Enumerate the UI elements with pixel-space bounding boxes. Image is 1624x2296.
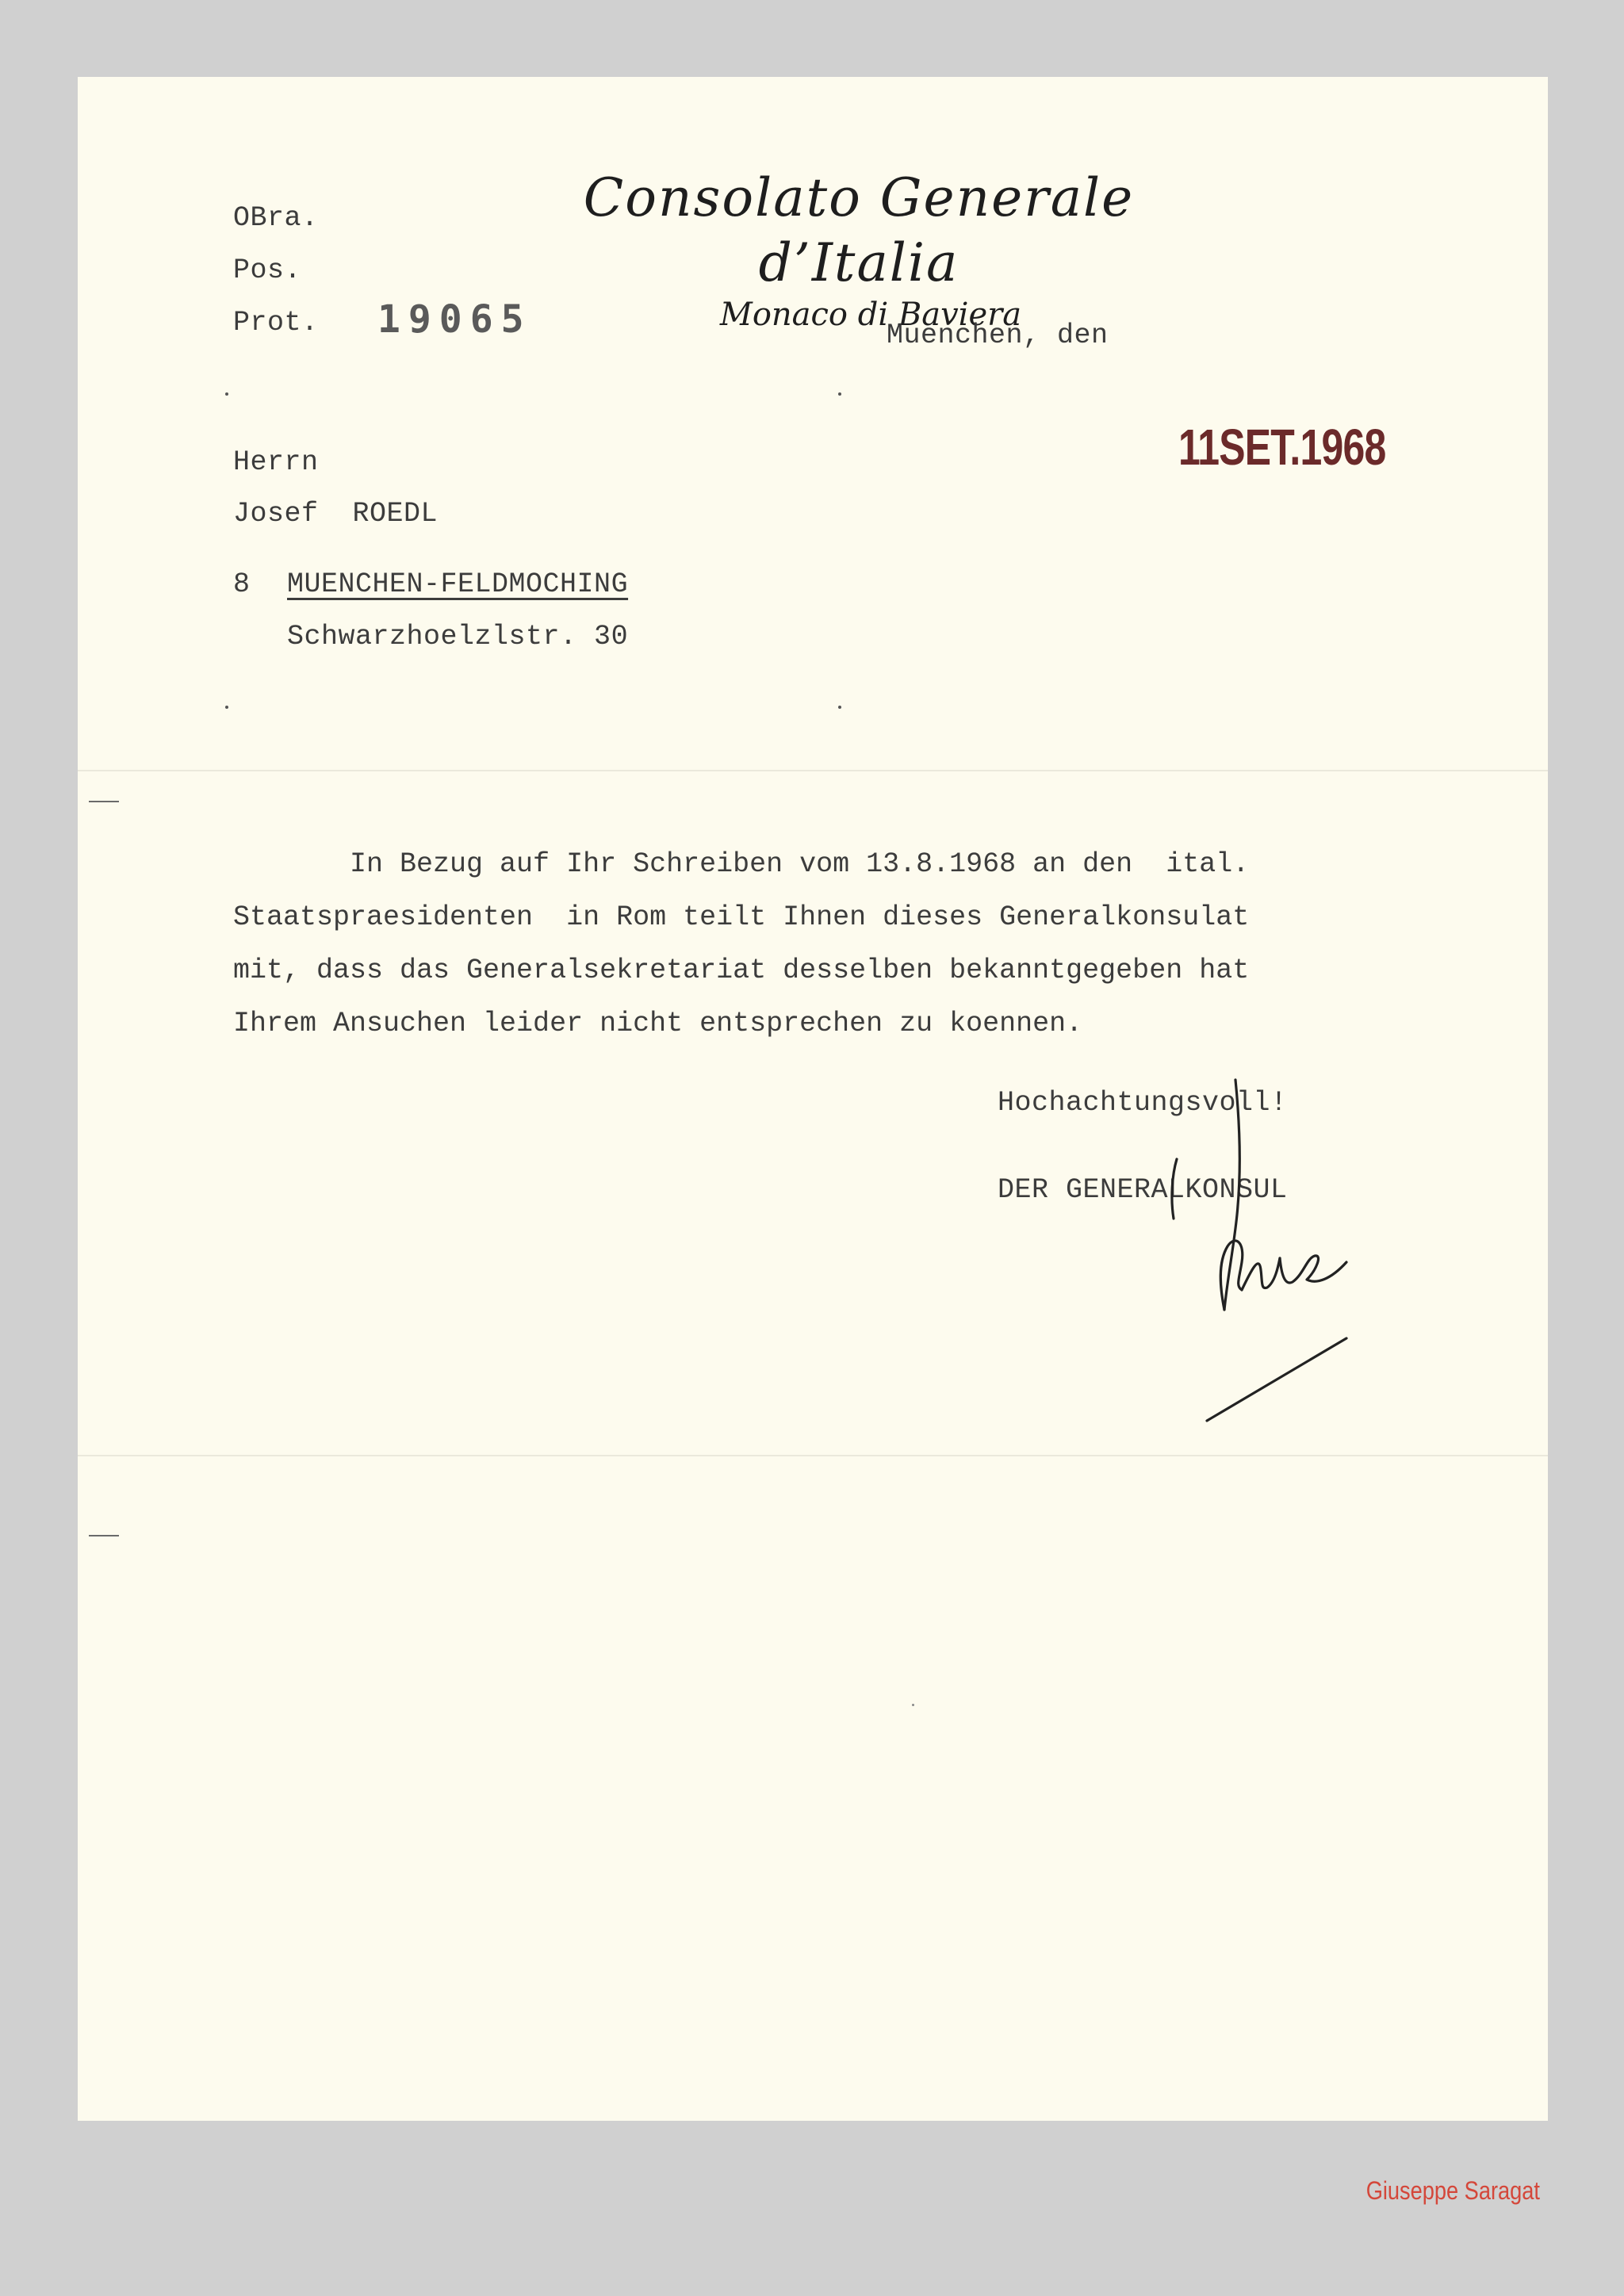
- window-corner-mark: [225, 706, 228, 709]
- letterhead-title: Consolato Generale d’Italia: [583, 167, 1135, 293]
- pos-label: Pos.: [233, 254, 302, 286]
- fold-line: [78, 770, 1548, 771]
- fold-line: [78, 1455, 1548, 1456]
- body-line: In Bezug auf Ihr Schreiben vom 13.8.1968 an den ital.: [233, 848, 1250, 880]
- recipient-street: Schwarzhoelzlstr. 30: [287, 621, 629, 652]
- handwritten-signature: [1109, 1072, 1442, 1452]
- paper-speck: [912, 1704, 914, 1706]
- letterhead: [482, 166, 1235, 335]
- letter-body: [233, 838, 1502, 1050]
- body-line: Staatspraesidenten in Rom teilt Ihnen dieses Generalkonsulat: [233, 901, 1250, 933]
- window-corner-mark: [225, 392, 228, 396]
- window-corner-mark: [838, 392, 841, 396]
- recipient-postcode: 8: [233, 568, 251, 600]
- letter-page: [78, 77, 1548, 2121]
- recipient-city: MUENCHEN-FELDMOCHING: [287, 568, 629, 600]
- fold-mark: [89, 801, 119, 802]
- closing-greeting: Hochachtungsvoll!: [998, 1087, 1288, 1119]
- date-stamp: 11SET.1968: [1178, 419, 1386, 476]
- credit-caption: Giuseppe Saragat: [1365, 2176, 1540, 2205]
- recipient-salutation: Herrn: [233, 446, 319, 478]
- fold-mark: [89, 1535, 119, 1536]
- window-corner-mark: [838, 706, 841, 709]
- recipient-name: Josef ROEDL: [233, 498, 439, 530]
- protocol-number: 19065: [377, 297, 532, 342]
- body-line: Ihrem Ansuchen leider nicht entsprechen zu koennen.: [233, 1008, 1083, 1039]
- letterhead-city: Monaco di Baviera: [719, 297, 1022, 333]
- place-line: Muenchen, den: [887, 320, 1109, 351]
- obra-label: OBra.: [233, 202, 319, 234]
- signatory-title: DER GENERALKONSUL: [998, 1174, 1288, 1206]
- body-line: mit, dass das Generalsekretariat desselben bekanntgegeben hat: [233, 955, 1250, 986]
- prot-label: Prot.: [233, 307, 319, 339]
